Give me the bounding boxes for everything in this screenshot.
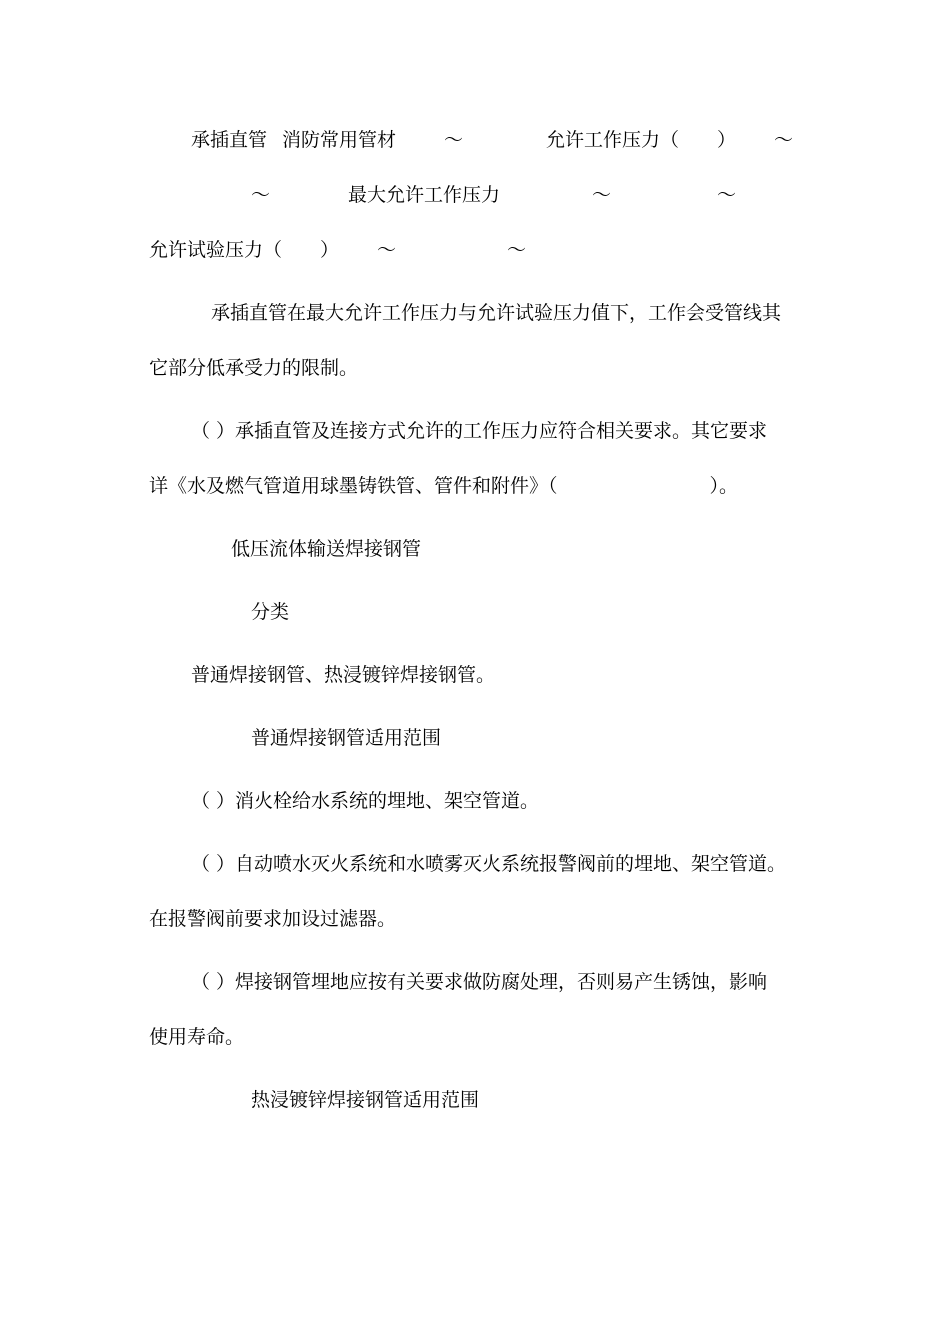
paragraph-line: （ ）承插直管及连接方式允许的工作压力应符合相关要求。其它要求 [191, 420, 768, 442]
table-cell-category: 消防常用管材 [282, 129, 397, 151]
table-cell-allowable-pressure: 允许工作压力（ ） [546, 129, 737, 151]
paragraph-line: 承插直管在最大允许工作压力与允许试验压力值下，工作会受管线其 [211, 302, 782, 324]
paragraph-line: （ ）消火栓给水系统的埋地、架空管道。 [191, 790, 540, 812]
table-cell-test-pressure: 允许试验压力（ ） [149, 239, 340, 261]
paragraph-line: （ ）焊接钢管埋地应按有关要求做防腐处理，否则易产生锈蚀，影响 [191, 971, 768, 993]
subsection-heading: 普通焊接钢管适用范围 [251, 727, 442, 749]
table-cell-range: ～ [717, 184, 737, 206]
table-cell-range: ～ [444, 129, 464, 151]
subsection-heading: 分类 [251, 601, 290, 623]
paragraph-line: 普通焊接钢管、热浸镀锌焊接钢管。 [191, 664, 496, 686]
table-cell-range: ～ [251, 184, 271, 206]
subsection-heading: 热浸镀锌焊接钢管适用范围 [251, 1089, 480, 1111]
table-cell-max-pressure: 最大允许工作压力 [348, 184, 501, 206]
paragraph-line: 它部分低承受力的限制。 [149, 357, 359, 379]
section-heading: 低压流体输送焊接钢管 [231, 538, 422, 560]
table-cell-range: ～ [377, 239, 397, 261]
table-cell-range: ～ [507, 239, 527, 261]
paragraph-line: 使用寿命。 [149, 1026, 245, 1048]
table-cell-type: 承插直管 [191, 129, 268, 151]
table-cell-range: ～ [774, 129, 794, 151]
paragraph-line: （ ）自动喷水灭火系统和水喷雾灭火系统报警阀前的埋地、架空管道。 [191, 853, 787, 875]
table-cell-range: ～ [592, 184, 612, 206]
paragraph-line: 在报警阀前要求加设过滤器。 [149, 908, 397, 930]
paragraph-line: 详《水及燃气管道用球墨铸铁管、管件和附件》（ ）。 [149, 475, 739, 497]
